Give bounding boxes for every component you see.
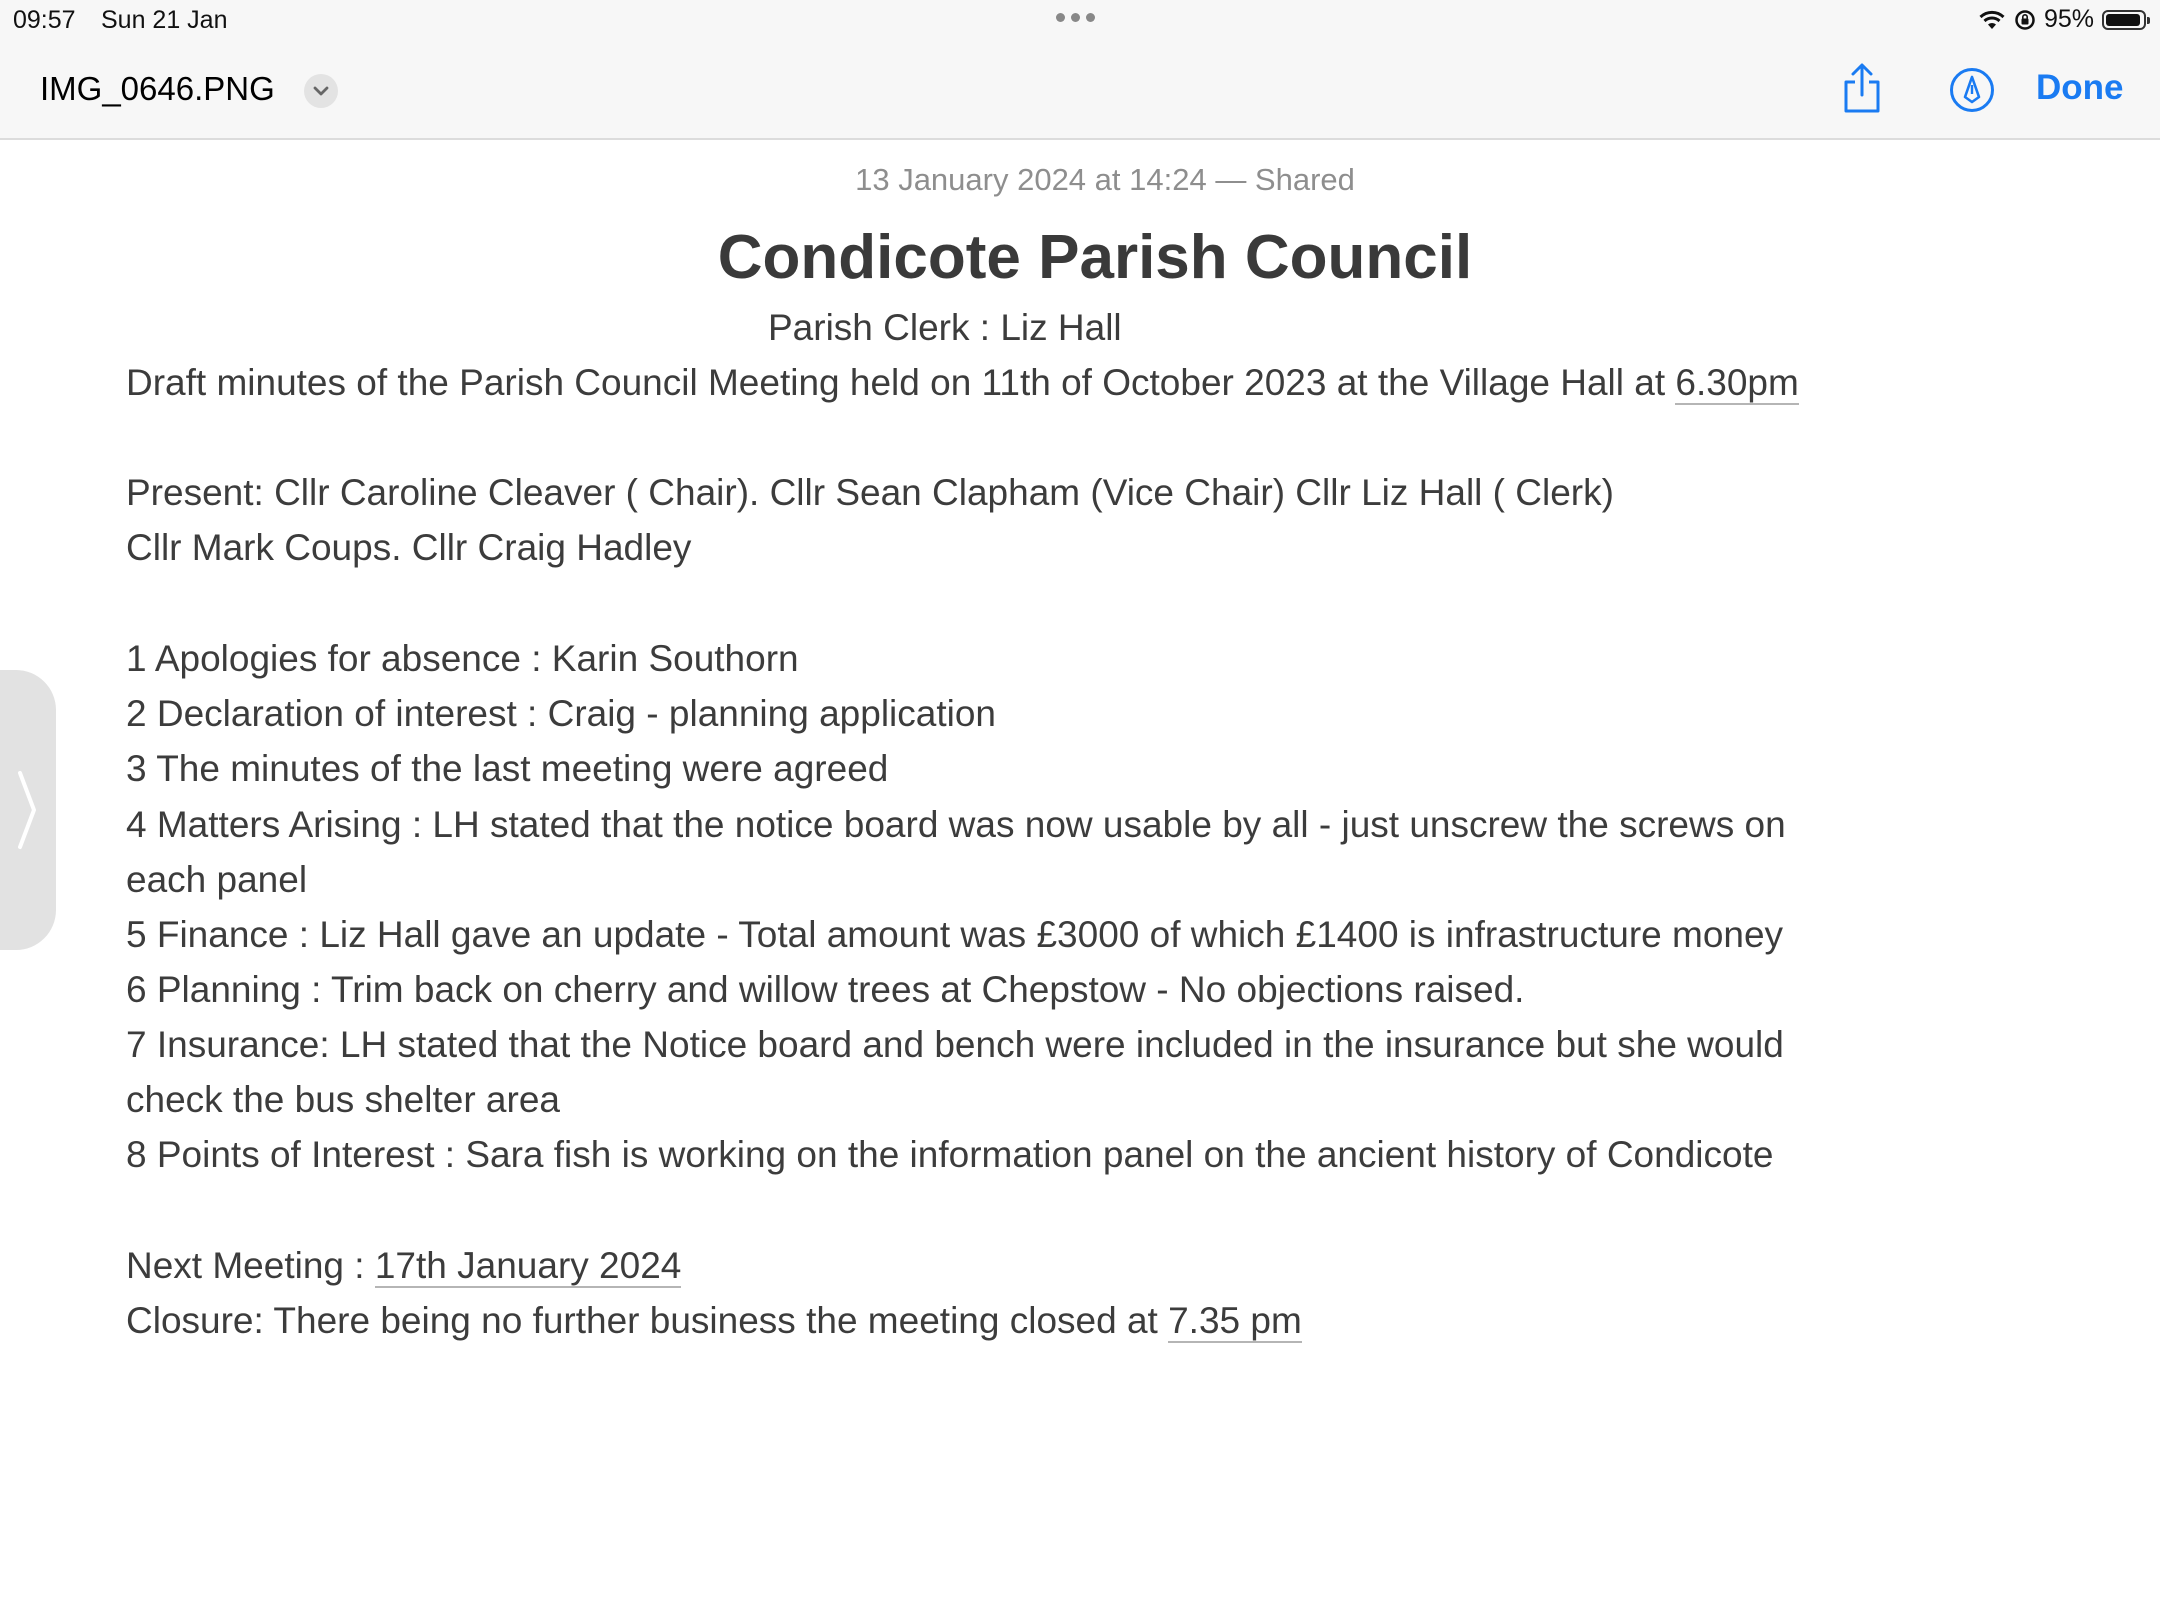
status-time: 09:57	[13, 6, 76, 34]
document-subtitle: Parish Clerk : Liz Hall	[768, 307, 1122, 348]
minutes-item: 5 Finance : Liz Hall gave an update - Total amount was £3000 of which £1400 is infrastructure money	[126, 914, 1784, 955]
wifi-icon	[1978, 9, 2006, 31]
minutes-item: 3 The minutes of the last meeting were agreed	[126, 748, 889, 789]
closure-text: Closure: There being no further business the meeting closed at	[126, 1300, 1169, 1341]
document-title: Condicote Parish Council	[717, 223, 1473, 292]
chevron-right-icon	[12, 765, 42, 855]
closure-line	[126, 1300, 1302, 1342]
minutes-item: 7 Insurance: LH stated that the Notice board and bench were included in the insurance but she would	[126, 1024, 1784, 1065]
toolbar	[0, 40, 2160, 140]
document-meta: 13 January 2024 at 14:24 — Shared	[855, 162, 1355, 197]
minutes-item: 1 Apologies for absence : Karin Southorn	[126, 638, 799, 679]
share-button[interactable]	[1838, 60, 1886, 116]
next-meeting-label: Next Meeting :	[126, 1245, 375, 1286]
minutes-item: check the bus shelter area	[126, 1079, 560, 1120]
closure-time[interactable]: 7.35 pm	[1168, 1300, 1302, 1341]
battery-icon	[2102, 10, 2146, 30]
minutes-item: each panel	[126, 859, 308, 900]
markup-pen-icon	[1949, 67, 1995, 113]
battery-percentage: 95%	[2043, 5, 2094, 33]
share-icon	[1841, 62, 1883, 114]
multitasking-dots-icon[interactable]	[1056, 13, 1095, 22]
intro-line	[126, 362, 1799, 404]
present-line: Present: Cllr Caroline Cleaver ( Chair). Cllr Sean Clapham (Vice Chair) Cllr Liz Hall ( Clerk)	[126, 472, 1614, 513]
status-date: Sun 21 Jan	[101, 6, 228, 34]
minutes-item: 8 Points of Interest : Sara fish is working on the information panel on the ancient history of Condicote	[126, 1134, 1774, 1175]
present-line: Cllr Mark Coups. Cllr Craig Hadley	[126, 527, 692, 568]
file-title[interactable]: IMG_0646.PNG	[40, 70, 275, 107]
chevron-down-icon	[304, 74, 338, 108]
status-indicators	[1978, 5, 2146, 34]
done-button[interactable]: Done	[2036, 68, 2124, 107]
minutes-item: 2 Declaration of interest : Craig - planning application	[126, 693, 996, 734]
orientation-lock-icon	[2014, 9, 2036, 31]
sidebar-handle[interactable]	[0, 670, 56, 950]
document-view	[0, 142, 2160, 1620]
next-meeting-line	[126, 1245, 681, 1287]
next-meeting-date[interactable]: 17th January 2024	[374, 1245, 682, 1286]
status-bar	[0, 0, 2160, 40]
minutes-item: 4 Matters Arising : LH stated that the notice board was now usable by all - just unscrew the screws on	[126, 804, 1786, 845]
intro-time[interactable]: 6.30pm	[1675, 362, 1799, 403]
intro-text: Draft minutes of the Parish Council Meeting held on 11th of October 2023 at the Village Hall at	[126, 362, 1676, 403]
title-menu-button[interactable]	[304, 74, 338, 108]
minutes-item: 6 Planning : Trim back on cherry and willow trees at Chepstow - No objections raised.	[126, 969, 1525, 1010]
markup-button[interactable]	[1948, 66, 1996, 114]
